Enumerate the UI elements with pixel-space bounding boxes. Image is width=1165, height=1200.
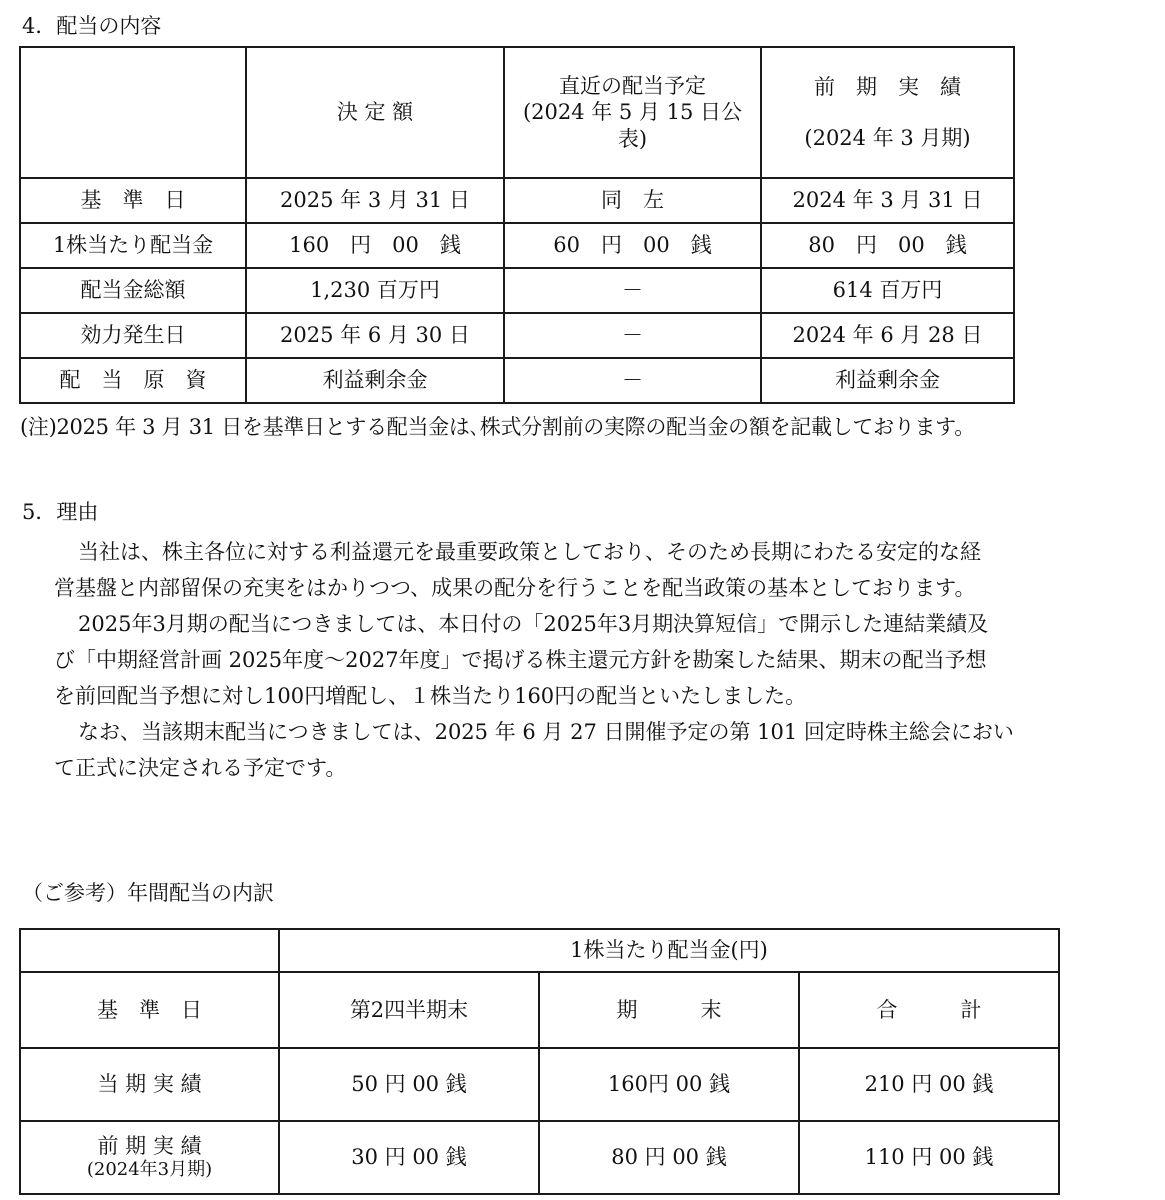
table-row: [20, 358, 1014, 403]
reason-line: び「中期経営計画 2025年度～2027年度」で掲げる株主還元方針を勘案した結果、期末の配当予想: [54, 648, 987, 672]
annual-table-header-row: [20, 972, 1059, 1048]
header-recent-line3: 表): [617, 126, 648, 151]
cell-recent: －: [504, 268, 761, 313]
cell-prev: 2024 年 6 月 28 日: [761, 313, 1014, 358]
section-4-heading: 4．配当の内容: [22, 14, 162, 38]
reason-line: なお、当該期末配当につきましては、2025 年 6 月 27 日開催予定の第 101 回定時株主総会におい: [78, 720, 1014, 744]
cell-prev: 利益剰余金: [761, 358, 1014, 403]
header-recent-line2: (2024 年 5 月 15 日公: [522, 100, 743, 125]
reason-line: て正式に決定される予定です。: [54, 756, 347, 780]
annual-dividend-table: [19, 928, 1060, 1195]
row-label: 配 当 原 資: [20, 358, 246, 403]
cell-decided: 1,230 百万円: [246, 268, 504, 313]
table-row: [20, 1048, 1059, 1121]
cell-prev: 80 円 00 銭: [761, 223, 1014, 268]
cell-year-end: 160円 00 銭: [539, 1048, 799, 1121]
cell-recent: 同 左: [504, 178, 761, 223]
table-row: [20, 1121, 1059, 1194]
dividend-note: (注)2025 年 3 月 31 日を基準日とする配当金は､株式分割前の実際の配当金の額を記載しております。: [20, 415, 975, 439]
annual-table-group-header-row: [20, 929, 1059, 972]
cell-recent: －: [504, 313, 761, 358]
reason-line: を前回配当予想に対し100円増配し、１株当たり160円の配当といたしました。: [54, 684, 807, 708]
cell-recent: 60 円 00 銭: [504, 223, 761, 268]
reason-text: [54, 534, 1154, 786]
row-label-main: 前 期 実 績: [97, 1134, 202, 1159]
header-empty-cell: [20, 47, 246, 178]
row-label: 配当金総額: [20, 268, 246, 313]
header-recent-line1: 直近の配当予定: [559, 74, 706, 99]
dividend-table-header-row: [20, 47, 1014, 178]
row-label: [20, 1048, 279, 1121]
cell-recent: －: [504, 358, 761, 403]
dividend-table: [19, 46, 1015, 404]
cell-decided: 利益剰余金: [246, 358, 504, 403]
cell-prev: 614 百万円: [761, 268, 1014, 313]
header-total: 合 計: [799, 972, 1059, 1048]
section-5-heading: 5．理由: [22, 500, 99, 524]
cell-q2: 50 円 00 銭: [279, 1048, 539, 1121]
cell-decided: 2025 年 3 月 31 日: [246, 178, 504, 223]
table-row: [20, 178, 1014, 223]
header-recent-forecast: [504, 47, 761, 178]
cell-total: 210 円 00 銭: [799, 1048, 1059, 1121]
row-label-sub: (2024年3月期): [86, 1159, 213, 1181]
cell-total: 110 円 00 銭: [799, 1121, 1059, 1194]
group-header-empty-cell: [20, 929, 279, 972]
reference-heading: （ご参考）年間配当の内訳: [22, 881, 274, 905]
header-q2-end: 第2四半期末: [279, 972, 539, 1048]
table-row: [20, 223, 1014, 268]
header-prev-line2: (2024 年 3 月期): [804, 125, 971, 150]
cell-decided: 160 円 00 銭: [246, 223, 504, 268]
table-row: [20, 268, 1014, 313]
header-base-date: 基 準 日: [20, 972, 279, 1048]
row-label: 1株当たり配当金: [20, 223, 246, 268]
reason-line: 当社は、株主各位に対する利益還元を最重要政策としており、そのため長期にわたる安定的な経: [78, 540, 981, 564]
cell-q2: 30 円 00 銭: [279, 1121, 539, 1194]
header-year-end: 期 末: [539, 972, 799, 1048]
cell-year-end: 80 円 00 銭: [539, 1121, 799, 1194]
reason-line: 2025年3月期の配当につきましては、本日付の「2025年3月期決算短信」で開示した連結業績及: [78, 612, 989, 636]
row-label: 効力発生日: [20, 313, 246, 358]
group-header-per-share: 1株当たり配当金(円): [279, 929, 1059, 972]
row-label-main: 当 期 実 績: [97, 1072, 202, 1097]
cell-prev: 2024 年 3 月 31 日: [761, 178, 1014, 223]
cell-decided: 2025 年 6 月 30 日: [246, 313, 504, 358]
header-decided: 決 定 額: [246, 47, 504, 178]
row-label: 基 準 日: [20, 178, 246, 223]
header-prev-line1: 前 期 実 績: [814, 75, 961, 100]
row-label: [20, 1121, 279, 1194]
header-previous-results: [761, 47, 1014, 178]
reason-line: 営基盤と内部留保の充実をはかりつつ、成果の配分を行うことを配当政策の基本としております。: [54, 576, 976, 600]
table-row: [20, 313, 1014, 358]
